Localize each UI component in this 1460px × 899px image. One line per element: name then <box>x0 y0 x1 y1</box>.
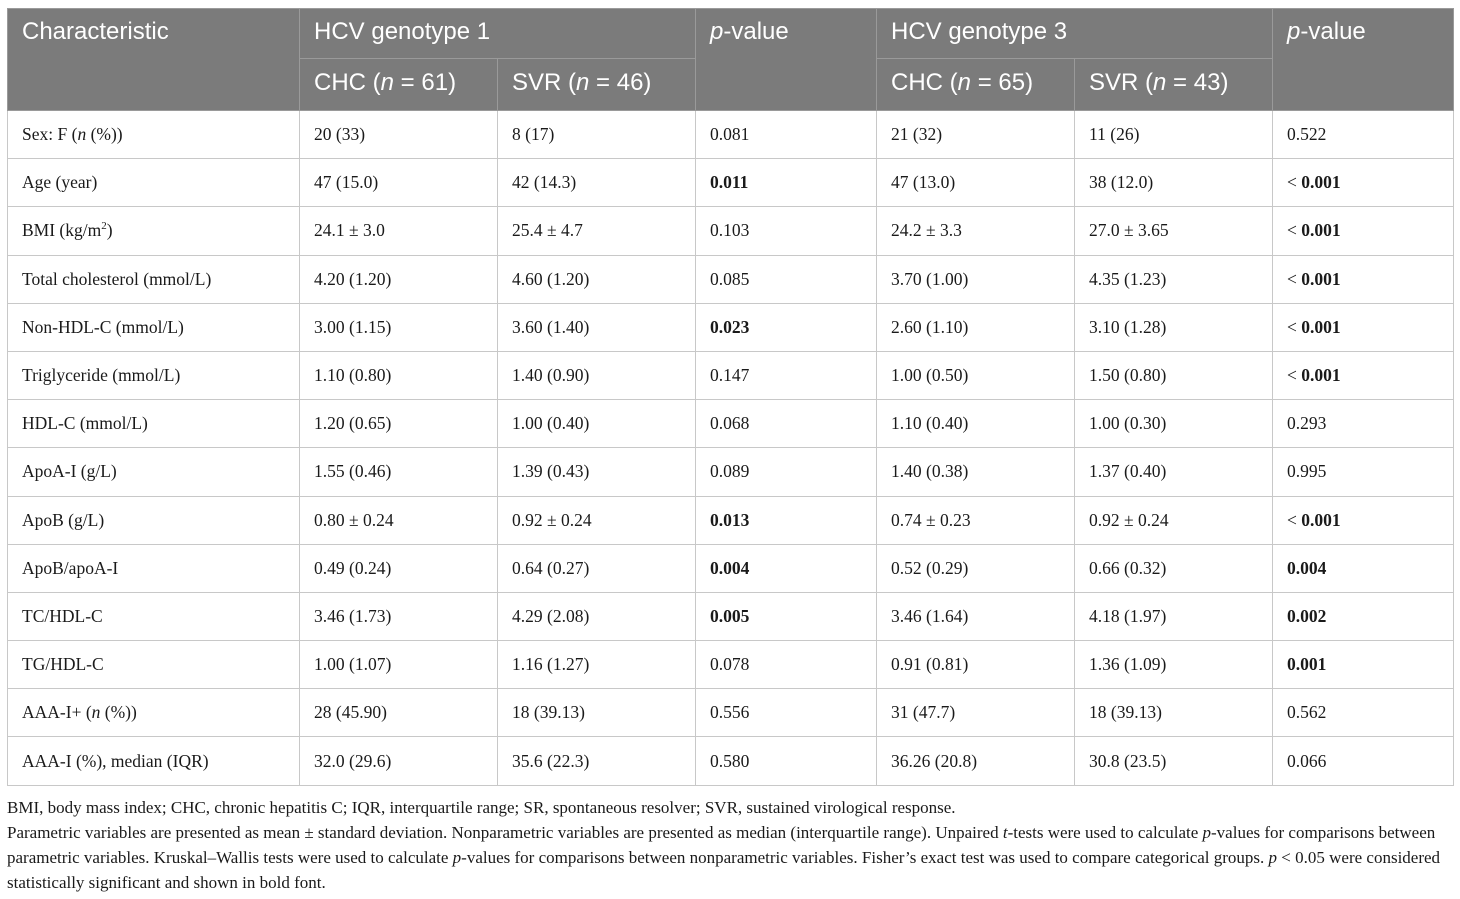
table-row <box>8 641 1454 689</box>
cell-p-value-2: 0.004 <box>1273 544 1454 592</box>
cell-characteristic: TG/HDL-C <box>8 641 300 689</box>
cell-p-value-1: 0.013 <box>696 496 877 544</box>
cell-characteristic: ApoB/apoA-I <box>8 544 300 592</box>
cell-p-value-2: 0.066 <box>1273 737 1454 785</box>
header-characteristic: Characteristic <box>8 9 300 111</box>
cell-g3-chc: 1.10 (0.40) <box>877 400 1075 448</box>
table-row <box>8 737 1454 785</box>
cell-g3-svr: 0.66 (0.32) <box>1075 544 1273 592</box>
cell-g1-chc: 1.00 (1.07) <box>300 641 498 689</box>
cell-characteristic: AAA-I+ (n (%)) <box>8 689 300 737</box>
cell-characteristic: Sex: F (n (%)) <box>8 111 300 159</box>
cell-p-value-2: < 0.001 <box>1273 496 1454 544</box>
cell-g1-svr: 25.4 ± 4.7 <box>498 207 696 255</box>
cell-g1-chc: 0.49 (0.24) <box>300 544 498 592</box>
cell-p-value-2: 0.995 <box>1273 448 1454 496</box>
cell-g1-svr: 0.64 (0.27) <box>498 544 696 592</box>
cell-p-value-2: < 0.001 <box>1273 255 1454 303</box>
cell-g3-chc: 24.2 ± 3.3 <box>877 207 1075 255</box>
data-table <box>7 8 1454 786</box>
cell-p-value-1: 0.580 <box>696 737 877 785</box>
cell-p-value-1: 0.005 <box>696 592 877 640</box>
cell-p-value-2: 0.522 <box>1273 111 1454 159</box>
cell-g1-chc: 0.80 ± 0.24 <box>300 496 498 544</box>
header-g3-svr: SVR (n = 43) <box>1075 59 1273 111</box>
cell-g3-chc: 1.00 (0.50) <box>877 351 1075 399</box>
header-g1-svr: SVR (n = 46) <box>498 59 696 111</box>
cell-characteristic: AAA-I (%), median (IQR) <box>8 737 300 785</box>
cell-g1-svr: 4.60 (1.20) <box>498 255 696 303</box>
cell-p-value-1: 0.147 <box>696 351 877 399</box>
cell-g1-chc: 1.20 (0.65) <box>300 400 498 448</box>
cell-g3-svr: 1.36 (1.09) <box>1075 641 1273 689</box>
cell-characteristic: Total cholesterol (mmol/L) <box>8 255 300 303</box>
header-g3-chc: CHC (n = 65) <box>877 59 1075 111</box>
header-genotype-3: HCV genotype 3 <box>877 9 1273 59</box>
cell-g3-svr: 4.35 (1.23) <box>1075 255 1273 303</box>
footnote-abbreviations: BMI, body mass index; CHC, chronic hepatitis C; IQR, interquartile range; SR, spontaneous resolver; SVR, sustained virological response. <box>7 798 956 817</box>
footnote-methods: Parametric variables are presented as mean ± standard deviation. Nonparametric variables are presented as median (interquartile range). Unpaired t-tests were used to calculate p-values for comparisons between parametric variables. Kruskal–Wallis tests were used to calculate p-values for comparisons between nonparametric variables. Fisher’s exact test was used to compare categorical groups. p < 0.05 were considered statistically significant and shown in bold font. <box>7 823 1441 892</box>
cell-p-value-2: 0.293 <box>1273 400 1454 448</box>
table-row <box>8 592 1454 640</box>
cell-g1-svr: 18 (39.13) <box>498 689 696 737</box>
cell-g1-svr: 8 (17) <box>498 111 696 159</box>
cell-g1-chc: 28 (45.90) <box>300 689 498 737</box>
cell-g1-svr: 42 (14.3) <box>498 159 696 207</box>
cell-characteristic: Triglyceride (mmol/L) <box>8 351 300 399</box>
table-header <box>8 9 1454 111</box>
cell-g3-svr: 38 (12.0) <box>1075 159 1273 207</box>
cell-g3-svr: 1.00 (0.30) <box>1075 400 1273 448</box>
cell-g3-svr: 27.0 ± 3.65 <box>1075 207 1273 255</box>
cell-g3-chc: 47 (13.0) <box>877 159 1075 207</box>
header-genotype-1: HCV genotype 1 <box>300 9 696 59</box>
cell-characteristic: ApoA-I (g/L) <box>8 448 300 496</box>
header-p-value-2: p-value <box>1273 9 1454 111</box>
cell-g3-svr: 3.10 (1.28) <box>1075 303 1273 351</box>
cell-g3-svr: 0.92 ± 0.24 <box>1075 496 1273 544</box>
table-row <box>8 159 1454 207</box>
cell-characteristic: BMI $(kg/m^2)$ <box>8 207 300 255</box>
table-row <box>8 448 1454 496</box>
table-row <box>8 544 1454 592</box>
cell-p-value-2: < 0.001 <box>1273 303 1454 351</box>
cell-g3-chc: 31 (47.7) <box>877 689 1075 737</box>
cell-characteristic: Age (year) <box>8 159 300 207</box>
table-row <box>8 400 1454 448</box>
table-row <box>8 207 1454 255</box>
cell-g1-svr: 1.39 (0.43) <box>498 448 696 496</box>
cell-g3-chc: 36.26 (20.8) <box>877 737 1075 785</box>
cell-g3-svr: 11 (26) <box>1075 111 1273 159</box>
cell-g3-svr: 4.18 (1.97) <box>1075 592 1273 640</box>
cell-characteristic: Non-HDL-C (mmol/L) <box>8 303 300 351</box>
cell-g3-svr: 1.50 (0.80) <box>1075 351 1273 399</box>
cell-g1-svr: 35.6 (22.3) <box>498 737 696 785</box>
cell-g3-chc: 21 (32) <box>877 111 1075 159</box>
cell-p-value-2: 0.562 <box>1273 689 1454 737</box>
cell-g1-chc: 47 (15.0) <box>300 159 498 207</box>
cell-p-value-1: 0.004 <box>696 544 877 592</box>
cell-p-value-1: 0.023 <box>696 303 877 351</box>
cell-g1-svr: 4.29 (2.08) <box>498 592 696 640</box>
table-body <box>8 111 1454 786</box>
cell-g3-chc: 0.91 (0.81) <box>877 641 1075 689</box>
table-row <box>8 351 1454 399</box>
header-p-value-1: p-value <box>696 9 877 111</box>
cell-g1-chc: 3.00 (1.15) <box>300 303 498 351</box>
cell-p-value-2: < 0.001 <box>1273 351 1454 399</box>
cell-p-value-1: 0.078 <box>696 641 877 689</box>
cell-g1-svr: 1.16 (1.27) <box>498 641 696 689</box>
cell-g3-svr: 30.8 (23.5) <box>1075 737 1273 785</box>
cell-g1-chc: 24.1 ± 3.0 <box>300 207 498 255</box>
cell-characteristic: HDL-C (mmol/L) <box>8 400 300 448</box>
cell-p-value-1: 0.068 <box>696 400 877 448</box>
cell-p-value-2: < 0.001 <box>1273 207 1454 255</box>
table-row <box>8 689 1454 737</box>
cell-g1-chc: 20 (33) <box>300 111 498 159</box>
cell-g1-svr: 1.00 (0.40) <box>498 400 696 448</box>
cell-g1-chc: 32.0 (29.6) <box>300 737 498 785</box>
table-row <box>8 496 1454 544</box>
header-g1-chc: CHC (n = 61) <box>300 59 498 111</box>
cell-p-value-1: 0.103 <box>696 207 877 255</box>
table-footnotes <box>7 795 1453 895</box>
cell-g1-svr: 3.60 (1.40) <box>498 303 696 351</box>
cell-g1-svr: 0.92 ± 0.24 <box>498 496 696 544</box>
cell-p-value-1: 0.556 <box>696 689 877 737</box>
cell-g3-chc: 3.70 (1.00) <box>877 255 1075 303</box>
cell-g3-chc: 3.46 (1.64) <box>877 592 1075 640</box>
cell-p-value-1: 0.081 <box>696 111 877 159</box>
cell-p-value-1: 0.011 <box>696 159 877 207</box>
cell-g3-svr: 18 (39.13) <box>1075 689 1273 737</box>
cell-g3-chc: 0.52 (0.29) <box>877 544 1075 592</box>
cell-g3-svr: 1.37 (0.40) <box>1075 448 1273 496</box>
cell-p-value-1: 0.089 <box>696 448 877 496</box>
cell-characteristic: ApoB (g/L) <box>8 496 300 544</box>
cell-g3-chc: 0.74 ± 0.23 <box>877 496 1075 544</box>
cell-g1-svr: 1.40 (0.90) <box>498 351 696 399</box>
table-container <box>7 8 1453 786</box>
table-row <box>8 303 1454 351</box>
table-row <box>8 111 1454 159</box>
cell-g1-chc: 1.55 (0.46) <box>300 448 498 496</box>
cell-g3-chc: 1.40 (0.38) <box>877 448 1075 496</box>
table-row <box>8 255 1454 303</box>
cell-g3-chc: 2.60 (1.10) <box>877 303 1075 351</box>
cell-p-value-2: 0.002 <box>1273 592 1454 640</box>
cell-g1-chc: 3.46 (1.73) <box>300 592 498 640</box>
cell-p-value-1: 0.085 <box>696 255 877 303</box>
cell-g1-chc: 1.10 (0.80) <box>300 351 498 399</box>
cell-g1-chc: 4.20 (1.20) <box>300 255 498 303</box>
cell-p-value-2: < 0.001 <box>1273 159 1454 207</box>
cell-characteristic: TC/HDL-C <box>8 592 300 640</box>
cell-p-value-2: 0.001 <box>1273 641 1454 689</box>
